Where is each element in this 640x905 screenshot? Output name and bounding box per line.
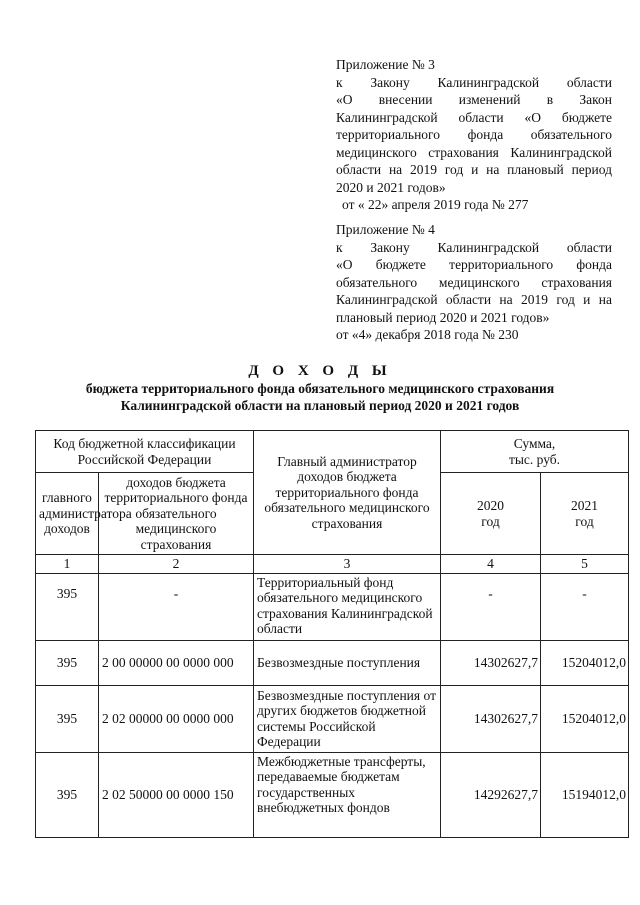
cell-admin-code: 395 bbox=[36, 685, 99, 752]
header-year-2020 bbox=[441, 473, 541, 555]
cell-2020: 14292627,7 bbox=[441, 752, 541, 837]
document-subtitle: бюджета территориального фонда обязательного медицинского страхования bbox=[85, 381, 555, 396]
document-title: Д О Х О Д Ы bbox=[248, 363, 392, 379]
header-sum-label: Сумма, bbox=[513, 436, 556, 451]
column-number: 4 bbox=[441, 555, 541, 574]
table-row bbox=[36, 752, 629, 837]
document-subtitle: Калининградской области на плановый период 2020 и 2021 годов bbox=[120, 398, 520, 413]
revenue-table bbox=[35, 430, 629, 838]
annex-4-line: к Закону Калининградской области bbox=[336, 239, 612, 255]
cell-name: Межбюджетные трансферты, передаваемые бюджетам государственных внебюджетных фондов bbox=[254, 752, 441, 837]
cell-income-code: 2 00 00000 00 0000 000 bbox=[99, 640, 254, 685]
cell-2021: - bbox=[541, 573, 629, 640]
annex-3-line: Калининградской области «О бюджете bbox=[336, 109, 612, 125]
header-year-value: 2021 bbox=[571, 498, 598, 513]
cell-name: Безвозмездные поступления bbox=[254, 640, 441, 685]
header-admin: Главный администратор доходов бюджета территориального фонда обязательного медицинского страхования bbox=[254, 431, 441, 555]
table-row bbox=[36, 640, 629, 685]
cell-admin-code: 395 bbox=[36, 573, 99, 640]
table-header-row bbox=[36, 431, 629, 473]
column-number: 3 bbox=[254, 555, 441, 574]
header-income-code: доходов бюджета территориального фонда обязательного медицинского страхования bbox=[99, 473, 254, 555]
annex-4-line: плановый период 2020 и 2021 годов» bbox=[336, 309, 550, 325]
table-row bbox=[36, 685, 629, 752]
cell-admin-code: 395 bbox=[36, 752, 99, 837]
header-code-group: Код бюджетной классификации Российской Федерации bbox=[36, 431, 254, 473]
annex-3-line: медицинского страхования Калининградской bbox=[336, 144, 612, 160]
annex-3-line: к Закону Калининградской области bbox=[336, 74, 612, 90]
annex-4-line: «О бюджете территориального фонда bbox=[336, 257, 612, 272]
header-year-value: 2020 bbox=[477, 498, 504, 513]
cell-2021: 15204012,0 bbox=[541, 685, 629, 752]
annex-4-line: обязательного медицинского страхования bbox=[336, 274, 612, 290]
column-number: 2 bbox=[99, 555, 254, 574]
cell-2020: - bbox=[441, 573, 541, 640]
header-sum-group bbox=[441, 431, 629, 473]
header-year-2021 bbox=[541, 473, 629, 555]
header-sum-unit: тыс. руб. bbox=[508, 451, 561, 467]
annex-3-line: области на 2019 год и на плановый период bbox=[336, 162, 612, 177]
cell-2020: 14302627,7 bbox=[441, 640, 541, 685]
cell-2020: 14302627,7 bbox=[441, 685, 541, 752]
cell-admin-code: 395 bbox=[36, 640, 99, 685]
column-number: 1 bbox=[36, 555, 99, 574]
table-row bbox=[36, 573, 629, 640]
annex-3-line: «О внесении изменений в Закон bbox=[336, 92, 612, 107]
annex-4-title: Приложение № 4 bbox=[336, 222, 435, 237]
annex-3-date: от « 22» апреля 2019 года № 277 bbox=[342, 197, 529, 212]
cell-income-code: 2 02 50000 00 0000 150 bbox=[99, 752, 254, 837]
annex-3-line: 2020 и 2021 годов» bbox=[336, 179, 446, 195]
cell-2021: 15194012,0 bbox=[541, 752, 629, 837]
column-number: 5 bbox=[541, 555, 629, 574]
cell-income-code: 2 02 00000 00 0000 000 bbox=[99, 685, 254, 752]
annex-3-line: территориального фонда обязательного bbox=[336, 127, 612, 142]
cell-name: Безвозмездные поступления от других бюджетов бюджетной системы Российской Федерации bbox=[254, 685, 441, 752]
header-year-unit: год bbox=[481, 513, 500, 529]
header-year-unit: год bbox=[575, 513, 594, 529]
annex-4-line: Калининградской области на 2019 год и на bbox=[336, 292, 612, 307]
cell-income-code: - bbox=[99, 573, 254, 640]
cell-name: Территориальный фонд обязательного медицинского страхования Калининградской области bbox=[254, 573, 441, 640]
annex-3-block bbox=[336, 56, 612, 214]
annex-4-date: от «4» декабря 2018 года № 230 bbox=[336, 327, 519, 342]
column-number-row bbox=[36, 555, 629, 574]
annex-4-block bbox=[336, 221, 612, 344]
header-admin-code: главного администратора доходов bbox=[36, 473, 99, 555]
cell-2021: 15204012,0 bbox=[541, 640, 629, 685]
annex-3-title: Приложение № 3 bbox=[336, 57, 435, 72]
